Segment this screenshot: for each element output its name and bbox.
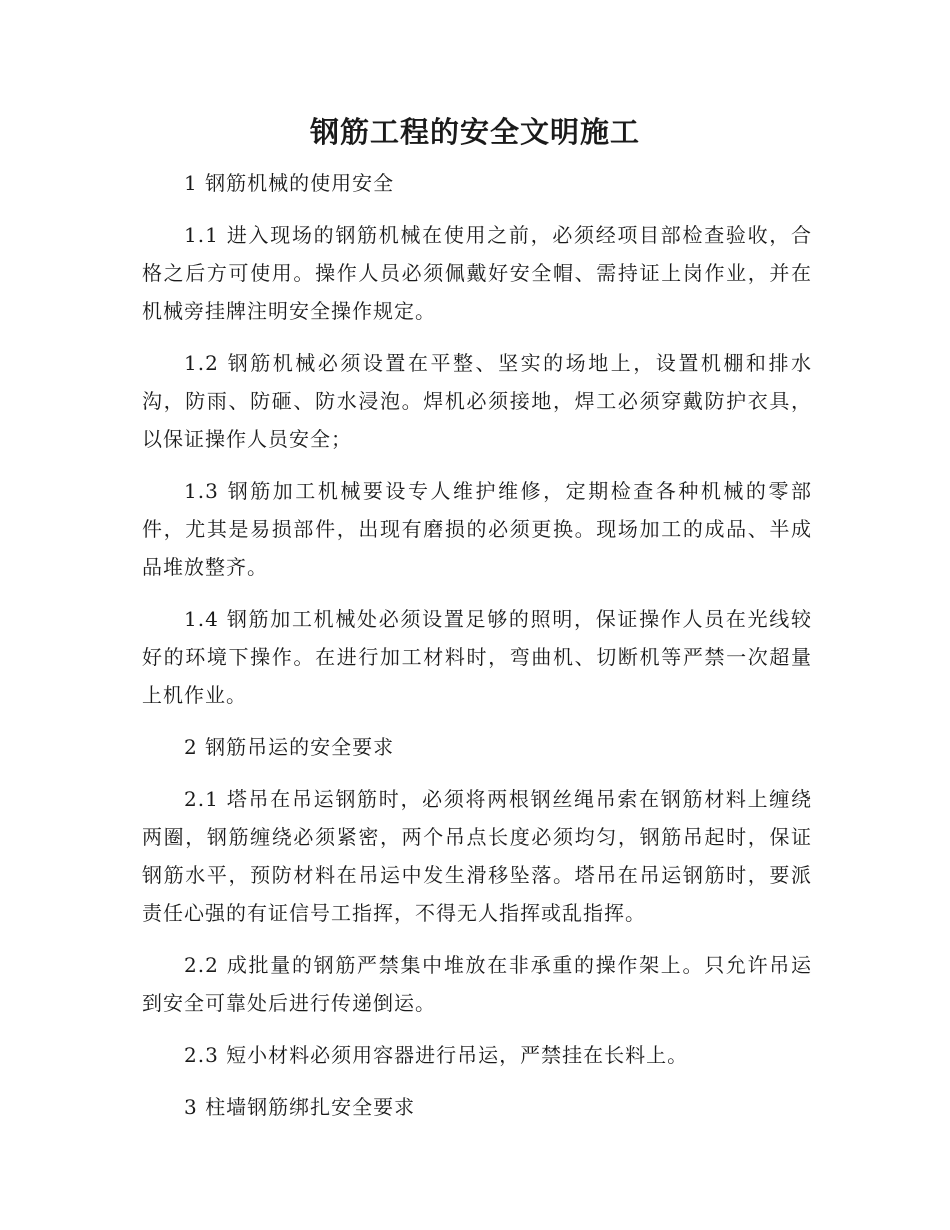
paragraph-2-1: 2.1 塔吊在吊运钢筋时，必须将两根钢丝绳吊索在钢筋材料上缠绕两圈，钢筋缠绕必须紧密，两个吊点长度必须均匀，钢筋吊起时，保证钢筋水平，预防材料在吊运中发生滑移坠落。塔吊在吊运钢筋时，要派责任心强的有证信号工指挥，不得无人指挥或乱指挥。 — [142, 787, 812, 925]
document-body — [142, 164, 812, 1140]
paragraph-1-2: 1.2 钢筋机械必须设置在平整、坚实的场地上，设置机棚和排水沟，防雨、防砸、防水浸泡。焊机必须接地，焊工必须穿戴防护衣具，以保证操作人员安全； — [142, 351, 812, 451]
paragraph-2-3: 2.3 短小材料必须用容器进行吊运，严禁挂在长料上。 — [184, 1043, 689, 1067]
section-heading-2: 2 钢筋吊运的安全要求 — [184, 735, 395, 759]
paragraph-2-2: 2.2 成批量的钢筋严禁集中堆放在非承重的操作架上。只允许吊运到安全可靠处后进行传递倒运。 — [142, 953, 812, 1015]
page-title: 钢筋工程的安全文明施工 — [309, 115, 640, 149]
paragraph-1-1: 1.1 进入现场的钢筋机械在使用之前，必须经项目部检查验收，合格之后方可使用。操作人员必须佩戴好安全帽、需持证上岗作业，并在机械旁挂牌注明安全操作规定。 — [142, 223, 812, 323]
paragraph-1-3: 1.3 钢筋加工机械要设专人维护维修，定期检查各种机械的零部件，尤其是易损部件，出现有磨损的必须更换。现场加工的成品、半成品堆放整齐。 — [142, 479, 812, 579]
section-heading-1: 1 钢筋机械的使用安全 — [184, 171, 395, 195]
section-heading-3: 3 柱墙钢筋绑扎安全要求 — [184, 1095, 416, 1119]
paragraph-1-4: 1.4 钢筋加工机械处必须设置足够的照明，保证操作人员在光线较好的环境下操作。在进行加工材料时，弯曲机、切断机等严禁一次超量上机作业。 — [142, 607, 812, 707]
